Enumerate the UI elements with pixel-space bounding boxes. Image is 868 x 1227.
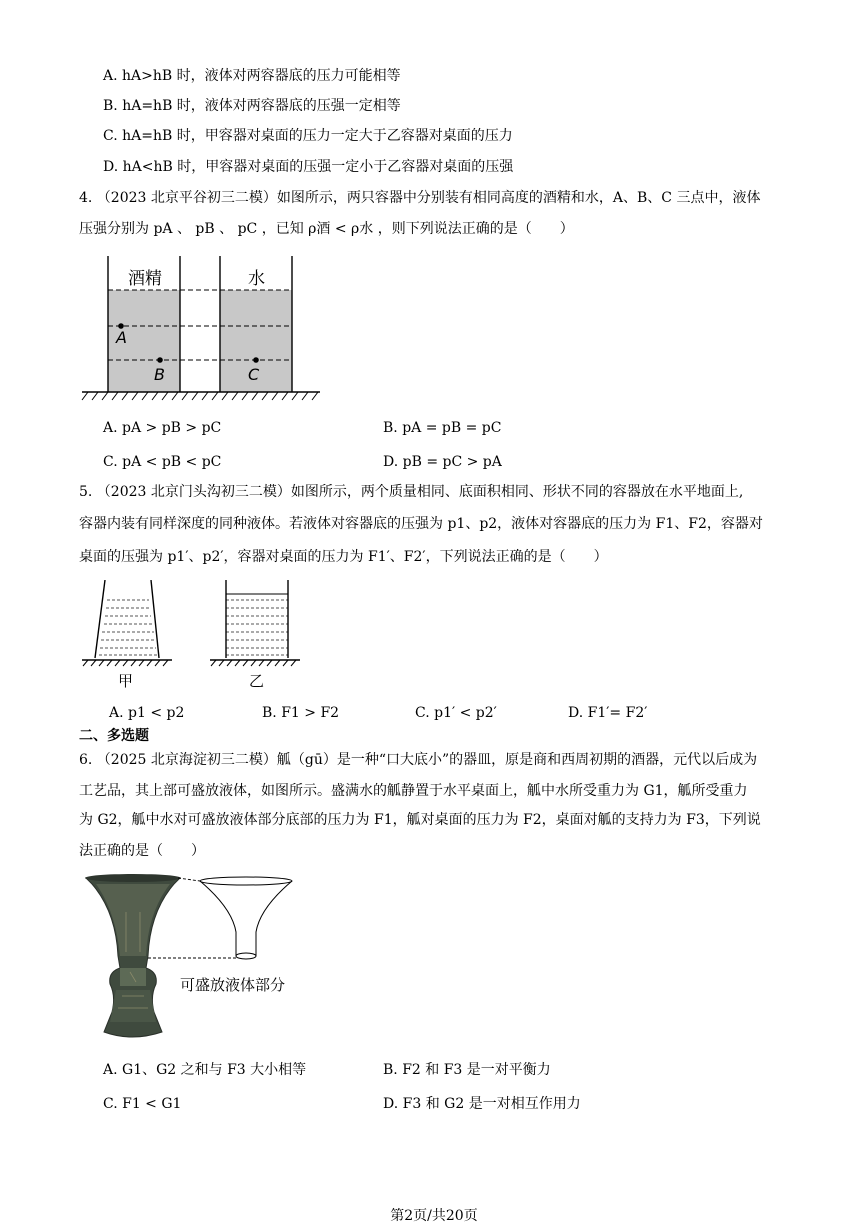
q3-option-a: A. hA>hB 时，液体对两容器底的压力可能相等 (103, 68, 401, 84)
q4-stem-line1: 4. （2023 北京平谷初三二模）如图所示，两只容器中分别装有相同高度的酒精和水，A、B、C 三点中，液体 (79, 190, 761, 206)
q4-label-alcohol: 酒精 (128, 269, 162, 289)
q4-ground-hatch (82, 392, 318, 400)
q4-stem-line2: 压强分别为 pA 、 pB 、 pC ，已知 ρ酒 < ρ水 ，则下列说法正确的是（ ） (79, 221, 574, 237)
q5-ground-hatch (83, 660, 296, 666)
q6-option-b: B. F2 和 F3 是一对平衡力 (383, 1062, 551, 1078)
q5-stem-line2: 容器内装有同样深度的同种液体。若液体对容器底的压强为 p1、p2，液体对容器底的压力为 F1、F2，容器对 (79, 516, 763, 532)
gu-vessel-image (85, 874, 181, 1037)
q5-label-jia: 甲 (118, 672, 134, 690)
q5-option-b: B. F1 > F2 (262, 705, 340, 721)
q6-option-a: A. G1、G2 之和与 F3 大小相等 (103, 1062, 307, 1078)
q6-stem-line2: 工艺品，其上部可盛放液体，如图所示。盛满水的觚静置于水平桌面上，觚中水所受重力为 G1，觚所受重力 (79, 783, 748, 799)
q5-option-a: A. p1 < p2 (109, 705, 185, 721)
q3-option-b: B. hA=hB 时，液体对两容器底的压强一定相等 (103, 98, 401, 114)
q5-stem-line3: 桌面的压强为 p1′、p2′，容器对桌面的压力为 F1′、F2′，下列说法正确的是（ ） (79, 549, 608, 565)
q5-option-c: C. p1′ < p2′ (415, 705, 497, 721)
liquid-part-outline (200, 877, 292, 959)
q6-option-d: D. F3 和 G2 是一对相互作用力 (383, 1096, 581, 1112)
q4-option-d: D. pB = pC > pA (383, 454, 502, 470)
q5-label-yi: 乙 (249, 672, 265, 690)
section-title: 二、多选题 (79, 728, 149, 744)
q4-point-b (157, 357, 163, 363)
q3-option-d: D. hA<hB 时，甲容器对桌面的压强一定小于乙容器对桌面的压强 (103, 159, 514, 175)
q3-option-c: C. hA=hB 时，甲容器对桌面的压力一定大于乙容器对桌面的压力 (103, 128, 513, 144)
q4-label-water: 水 (248, 269, 265, 289)
q4-label-c: C (248, 365, 260, 384)
q5-stem-line1: 5. （2023 北京门头沟初三二模）如图所示，两个质量相同、底面积相同、形状不同的容器放在水平地面上, (79, 484, 744, 500)
q4-option-a: A. pA > pB > pC (103, 420, 222, 436)
q5-option-d: D. F1′= F2′ (568, 705, 648, 721)
q6-option-c: C. F1 < G1 (103, 1096, 182, 1112)
q4-option-c: C. pA < pB < pC (103, 454, 222, 470)
q4-point-c (253, 357, 259, 363)
q6-figure-label: 可盛放液体部分 (180, 976, 286, 994)
q5-container-yi (226, 580, 288, 658)
q4-figure (80, 252, 330, 404)
q5-container-jia (95, 580, 159, 658)
q5-figure (78, 580, 308, 692)
q4-label-b: B (154, 365, 165, 384)
q6-stem-line1: 6. （2025 北京海淀初三二模）觚（gū）是一种“口大底小”的器皿，原是商和西周初期的酒器，元代以后成为 (79, 752, 758, 768)
q4-option-b: B. pA = pB = pC (383, 420, 502, 436)
page-footer: 第2页/共20页 (390, 1208, 478, 1224)
q6-stem-line4: 法正确的是（ ） (79, 843, 205, 859)
q6-stem-line3: 为 G2，觚中水对可盛放液体部分底部的压力为 F1，觚对桌面的压力为 F2，桌面对觚的支持力为 F3，下列说 (79, 812, 761, 828)
q4-label-a: A (116, 328, 127, 347)
q6-figure (82, 872, 322, 1044)
